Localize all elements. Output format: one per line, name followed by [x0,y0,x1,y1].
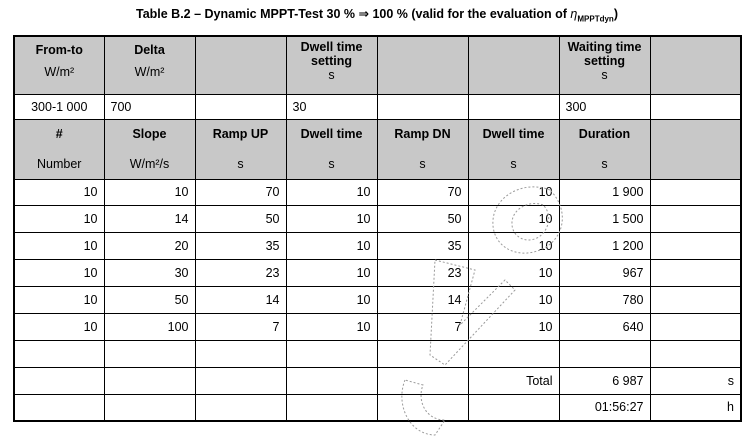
total-hms-unit: h [650,394,741,421]
table-row: 10 50 14 10 14 10 780 [14,286,741,313]
slope-header: Slope [104,119,195,149]
table-row: 10 30 23 10 23 10 967 [14,259,741,286]
dwell-setting-header: Dwell time setting s [286,36,377,94]
waiting-setting-header: Waiting time setting s [559,36,650,94]
ramp-up-header: Ramp UP [195,119,286,149]
total-row [14,367,741,394]
from-to-header: From-to W/m² [14,36,104,94]
empty-row [14,340,741,367]
mppt-test-table [13,35,742,422]
number-header: # [14,119,104,149]
table-row: 10 14 50 10 50 10 1 500 [14,205,741,232]
total-label: Total [468,367,559,394]
total-time-row [14,394,741,421]
duration-unit: s [559,149,650,179]
empty-header-cell [195,36,286,94]
ramp-dn-header: Ramp DN [377,119,468,149]
table-row: 10 10 70 10 70 10 1 900 [14,179,741,205]
ramp-up-unit: s [195,149,286,179]
total-seconds: 6 987 [559,367,650,394]
total-seconds-unit: s [650,367,741,394]
dwell-setting-value: 30 [286,94,377,119]
column-header-row [14,119,741,149]
number-unit: Number [14,149,104,179]
total-hms: 01:56:27 [559,394,650,421]
slope-unit: W/m²/s [104,149,195,179]
waiting-setting-value: 300 [559,94,650,119]
duration-header: Duration [559,119,650,149]
unit-header-row [14,149,741,179]
ramp-dn-unit: s [377,149,468,179]
settings-row [14,94,741,119]
dwell-time-unit: s [286,149,377,179]
dwell-time-header: Dwell time [286,119,377,149]
dwell-time-header-2: Dwell time [468,119,559,149]
table-row: 10 100 7 10 7 10 640 [14,313,741,340]
empty-header-cell [650,36,741,94]
from-to-value: 300-1 000 [14,94,104,119]
table-row: 10 20 35 10 35 10 1 200 [14,232,741,259]
delta-value: 700 [104,94,195,119]
empty-header-cell [377,36,468,94]
table-title: Table B.2 – Dynamic MPPT-Test 30 % ⇒ 100 % (valid for the evaluation of $\eta_{MPPTdyn}$) [135,7,618,24]
dwell-time-unit-2: s [468,149,559,179]
empty-header-cell [468,36,559,94]
settings-header-row [14,36,741,94]
delta-header: Delta W/m² [104,36,195,94]
